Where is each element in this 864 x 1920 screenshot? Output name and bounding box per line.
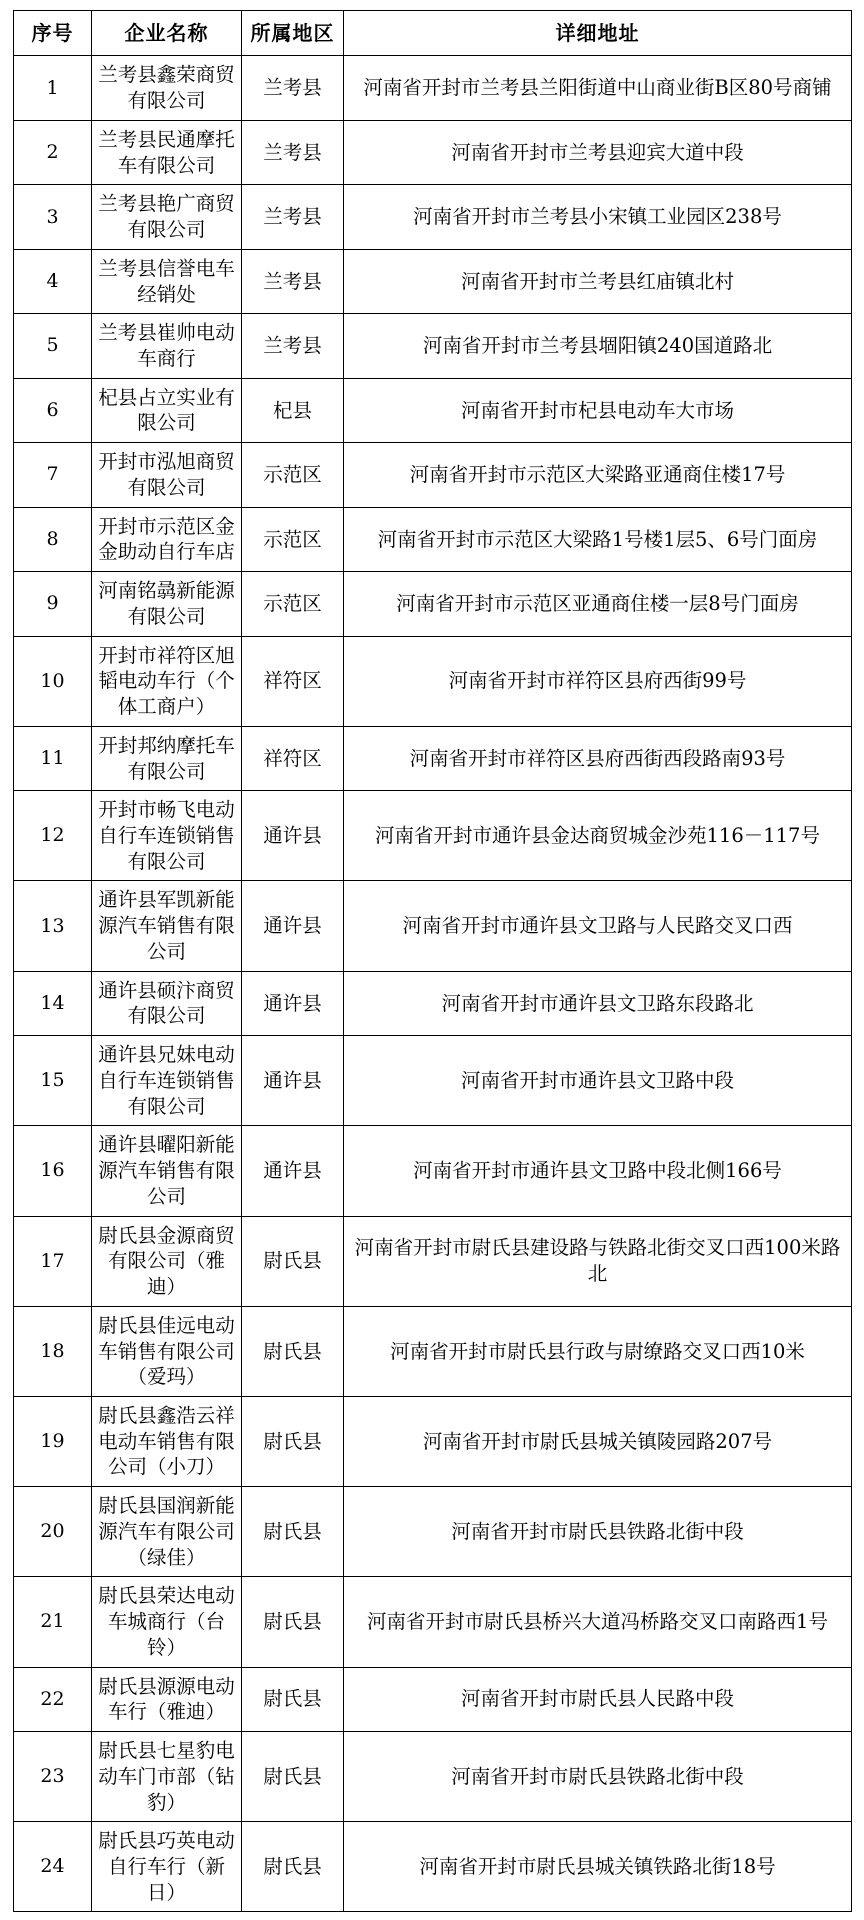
column-header-region: 所属地区 — [242, 11, 344, 56]
cell-address: 河南省开封市兰考县兰阳街道中山商业街B区80号商铺 — [344, 56, 852, 120]
cell-address: 河南省开封市兰考县迎宾大道中段 — [344, 120, 852, 184]
table-row — [14, 249, 852, 313]
cell-region: 兰考县 — [242, 56, 344, 120]
cell-region: 示范区 — [242, 507, 344, 571]
cell-index: 12 — [14, 791, 92, 881]
cell-enterprise-name: 通许县军凯新能源汽车销售有限公司 — [92, 881, 242, 971]
table-row — [14, 791, 852, 881]
cell-address: 河南省开封市祥符区县府西街西段路南93号 — [344, 726, 852, 790]
cell-enterprise-name: 尉氏县金源商贸有限公司（雅迪） — [92, 1216, 242, 1306]
cell-index: 24 — [14, 1822, 92, 1912]
cell-enterprise-name: 尉氏县源源电动车行（雅迪） — [92, 1667, 242, 1731]
cell-enterprise-name: 河南铭骉新能源有限公司 — [92, 572, 242, 636]
cell-enterprise-name: 开封市泓旭商贸有限公司 — [92, 443, 242, 507]
table-row — [14, 1396, 852, 1486]
cell-enterprise-name: 开封邦纳摩托车有限公司 — [92, 726, 242, 790]
cell-address: 河南省开封市示范区大梁路1号楼1层5、6号门面房 — [344, 507, 852, 571]
table-row — [14, 971, 852, 1035]
cell-enterprise-name: 尉氏县鑫浩云祥电动车销售有限公司（小刀） — [92, 1396, 242, 1486]
table-row — [14, 1822, 852, 1912]
cell-index: 3 — [14, 185, 92, 249]
cell-region: 兰考县 — [242, 120, 344, 184]
cell-address: 河南省开封市杞县电动车大市场 — [344, 378, 852, 442]
cell-address: 河南省开封市兰考县小宋镇工业园区238号 — [344, 185, 852, 249]
cell-index: 11 — [14, 726, 92, 790]
column-header-address: 详细地址 — [344, 11, 852, 56]
table-row — [14, 314, 852, 378]
cell-address: 河南省开封市兰考县红庙镇北村 — [344, 249, 852, 313]
cell-address: 河南省开封市尉氏县铁路北街中段 — [344, 1487, 852, 1577]
table-row — [14, 1487, 852, 1577]
cell-address: 河南省开封市兰考县堌阳镇240国道路北 — [344, 314, 852, 378]
table-row — [14, 1036, 852, 1126]
cell-address: 河南省开封市通许县文卫路与人民路交叉口西 — [344, 881, 852, 971]
cell-address: 河南省开封市通许县文卫路中段 — [344, 1036, 852, 1126]
cell-region: 通许县 — [242, 791, 344, 881]
table-row — [14, 1667, 852, 1731]
cell-enterprise-name: 尉氏县佳远电动车销售有限公司（爱玛） — [92, 1306, 242, 1396]
cell-index: 8 — [14, 507, 92, 571]
cell-region: 尉氏县 — [242, 1822, 344, 1912]
cell-index: 17 — [14, 1216, 92, 1306]
cell-address: 河南省开封市尉氏县铁路北街中段 — [344, 1732, 852, 1822]
cell-index: 14 — [14, 971, 92, 1035]
table-row — [14, 636, 852, 726]
cell-index: 4 — [14, 249, 92, 313]
cell-enterprise-name: 兰考县崔帅电动车商行 — [92, 314, 242, 378]
cell-index: 23 — [14, 1732, 92, 1822]
cell-enterprise-name: 杞县占立实业有限公司 — [92, 378, 242, 442]
cell-index: 18 — [14, 1306, 92, 1396]
cell-index: 16 — [14, 1126, 92, 1216]
table-row — [14, 185, 852, 249]
cell-index: 15 — [14, 1036, 92, 1126]
cell-enterprise-name: 尉氏县荣达电动车城商行（台铃） — [92, 1577, 242, 1667]
table-row — [14, 726, 852, 790]
table-row — [14, 1577, 852, 1667]
table-body — [14, 56, 852, 1912]
cell-index: 22 — [14, 1667, 92, 1731]
cell-address: 河南省开封市尉氏县桥兴大道冯桥路交叉口南路西1号 — [344, 1577, 852, 1667]
cell-index: 9 — [14, 572, 92, 636]
table-row — [14, 120, 852, 184]
cell-address: 河南省开封市通许县文卫路中段北侧166号 — [344, 1126, 852, 1216]
cell-enterprise-name: 兰考县鑫荣商贸有限公司 — [92, 56, 242, 120]
cell-address: 河南省开封市尉氏县城关镇陵园路207号 — [344, 1396, 852, 1486]
table-row — [14, 507, 852, 571]
table-row — [14, 572, 852, 636]
enterprise-directory-table — [13, 10, 852, 1912]
cell-region: 尉氏县 — [242, 1667, 344, 1731]
cell-region: 祥符区 — [242, 726, 344, 790]
cell-index: 7 — [14, 443, 92, 507]
cell-enterprise-name: 通许县曜阳新能源汽车销售有限公司 — [92, 1126, 242, 1216]
cell-region: 通许县 — [242, 971, 344, 1035]
table-row — [14, 1306, 852, 1396]
cell-region: 兰考县 — [242, 314, 344, 378]
cell-region: 杞县 — [242, 378, 344, 442]
table-row — [14, 378, 852, 442]
cell-region: 祥符区 — [242, 636, 344, 726]
cell-index: 13 — [14, 881, 92, 971]
cell-index: 1 — [14, 56, 92, 120]
table-row — [14, 1216, 852, 1306]
cell-enterprise-name: 通许县硕汴商贸有限公司 — [92, 971, 242, 1035]
cell-region: 示范区 — [242, 572, 344, 636]
cell-region: 尉氏县 — [242, 1216, 344, 1306]
column-header-index: 序号 — [14, 11, 92, 56]
cell-enterprise-name: 尉氏县巧英电动自行车行（新日） — [92, 1822, 242, 1912]
cell-address: 河南省开封市尉氏县行政与尉缭路交叉口西10米 — [344, 1306, 852, 1396]
table-row — [14, 443, 852, 507]
cell-address: 河南省开封市祥符区县府西街99号 — [344, 636, 852, 726]
cell-address: 河南省开封市尉氏县建设路与铁路北街交叉口西100米路北 — [344, 1216, 852, 1306]
cell-address: 河南省开封市尉氏县城关镇铁路北街18号 — [344, 1822, 852, 1912]
cell-address: 河南省开封市示范区亚通商住楼一层8号门面房 — [344, 572, 852, 636]
table-row — [14, 1732, 852, 1822]
cell-enterprise-name: 兰考县信誉电车经销处 — [92, 249, 242, 313]
cell-region: 通许县 — [242, 1126, 344, 1216]
cell-enterprise-name: 开封市祥符区旭韬电动车行（个体工商户） — [92, 636, 242, 726]
table-header — [14, 11, 852, 56]
cell-enterprise-name: 开封市畅飞电动自行车连锁销售有限公司 — [92, 791, 242, 881]
cell-region: 兰考县 — [242, 185, 344, 249]
cell-index: 5 — [14, 314, 92, 378]
cell-enterprise-name: 兰考县民通摩托车有限公司 — [92, 120, 242, 184]
cell-enterprise-name: 通许县兄妹电动自行车连锁销售有限公司 — [92, 1036, 242, 1126]
cell-index: 20 — [14, 1487, 92, 1577]
cell-index: 19 — [14, 1396, 92, 1486]
cell-enterprise-name: 尉氏县七星豹电动车门市部（钻豹） — [92, 1732, 242, 1822]
column-header-name: 企业名称 — [92, 11, 242, 56]
cell-region: 尉氏县 — [242, 1396, 344, 1486]
cell-address: 河南省开封市尉氏县人民路中段 — [344, 1667, 852, 1731]
cell-index: 10 — [14, 636, 92, 726]
cell-enterprise-name: 尉氏县国润新能源汽车有限公司（绿佳） — [92, 1487, 242, 1577]
cell-region: 通许县 — [242, 881, 344, 971]
cell-index: 2 — [14, 120, 92, 184]
table-header-row — [14, 11, 852, 56]
cell-region: 尉氏县 — [242, 1487, 344, 1577]
cell-region: 尉氏县 — [242, 1577, 344, 1667]
cell-region: 示范区 — [242, 443, 344, 507]
table-row — [14, 881, 852, 971]
cell-address: 河南省开封市通许县金达商贸城金沙苑116－117号 — [344, 791, 852, 881]
table-row — [14, 1126, 852, 1216]
cell-address: 河南省开封市示范区大梁路亚通商住楼17号 — [344, 443, 852, 507]
cell-region: 尉氏县 — [242, 1306, 344, 1396]
cell-enterprise-name: 开封市示范区金金助动自行车店 — [92, 507, 242, 571]
cell-index: 21 — [14, 1577, 92, 1667]
cell-region: 通许县 — [242, 1036, 344, 1126]
table-row — [14, 56, 852, 120]
cell-region: 尉氏县 — [242, 1732, 344, 1822]
cell-enterprise-name: 兰考县艳广商贸有限公司 — [92, 185, 242, 249]
cell-address: 河南省开封市通许县文卫路东段路北 — [344, 971, 852, 1035]
cell-region: 兰考县 — [242, 249, 344, 313]
cell-index: 6 — [14, 378, 92, 442]
